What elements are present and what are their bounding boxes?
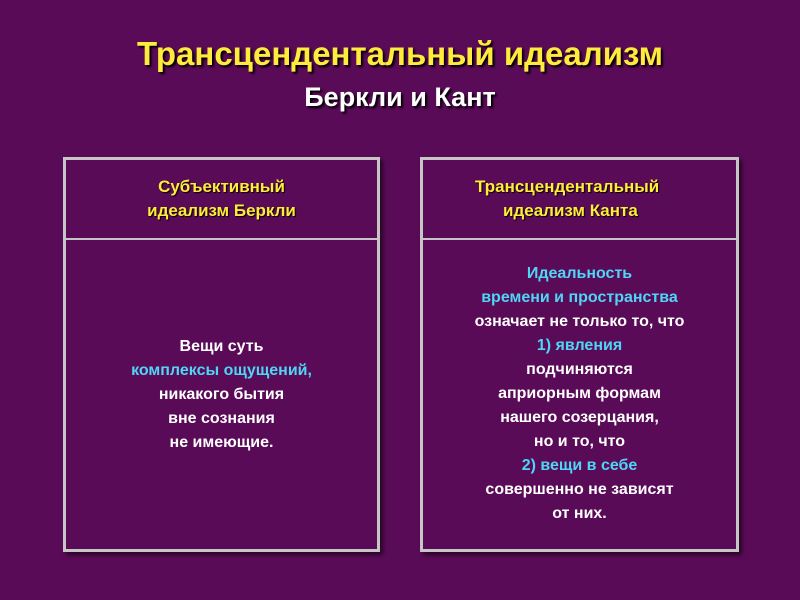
slide-subtitle: Беркли и Кант bbox=[304, 82, 496, 112]
kant-body-line-11: от них. bbox=[552, 505, 607, 522]
kant-body-line-4: 1) явления bbox=[536, 337, 623, 354]
berkeley-body-line-1: Вещи суть bbox=[179, 338, 264, 355]
kant-header-line-1: Трансцендентальный bbox=[475, 177, 660, 196]
kant-body-line-1: Идеальность bbox=[526, 265, 633, 282]
kant-body-line-9: 2) вещи в себе bbox=[521, 457, 638, 474]
kant-body-line-2: времени и пространства bbox=[481, 289, 678, 306]
berkeley-body-line-4: вне сознания bbox=[168, 410, 275, 427]
kant-box-body bbox=[423, 262, 736, 526]
berkeley-header-line-1: Субъективный bbox=[158, 177, 285, 196]
berkeley-box bbox=[63, 157, 380, 552]
kant-body-line-7: нашего созерцания, bbox=[500, 409, 659, 426]
berkeley-body-line-3: никакого бытия bbox=[158, 386, 285, 403]
berkeley-body-line-2: комплексы ощущений, bbox=[131, 362, 312, 379]
kant-box bbox=[420, 157, 739, 552]
kant-body-line-3: означает не только то, что bbox=[474, 313, 685, 330]
berkeley-header-text bbox=[66, 175, 377, 223]
slide-title: Трансцендентальный идеализм bbox=[136, 35, 664, 72]
kant-box-header bbox=[423, 160, 736, 240]
berkeley-header-line-2: идеализм Беркли bbox=[147, 201, 296, 220]
kant-header-line-2: идеализм Канта bbox=[503, 201, 638, 220]
kant-body-line-6: априорным формам bbox=[498, 385, 661, 402]
kant-header-text bbox=[463, 175, 736, 223]
kant-body-line-10: совершенно не зависят bbox=[485, 481, 674, 498]
berkeley-box-header bbox=[66, 160, 377, 240]
berkeley-body-line-5: не имеющие. bbox=[169, 434, 274, 451]
kant-body-line-8: но и то, что bbox=[533, 433, 626, 450]
kant-body-line-5: подчиняются bbox=[526, 361, 633, 378]
berkeley-box-body bbox=[66, 335, 377, 455]
